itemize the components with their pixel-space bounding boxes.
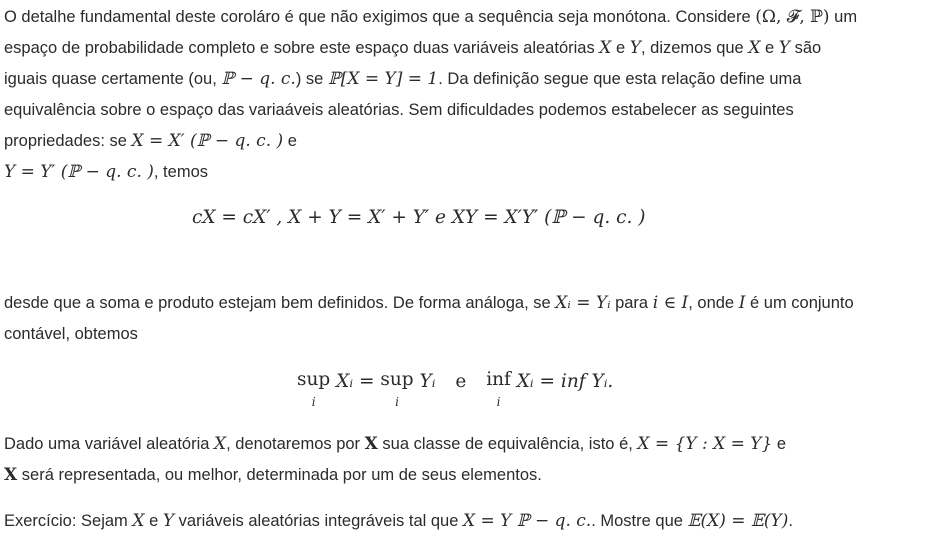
text: Dado uma variável aleatória <box>4 435 215 453</box>
text: e <box>144 512 163 530</box>
text: propriedades: se <box>4 132 132 150</box>
math-expectation-equality: 𝔼(X) = 𝔼(Y) <box>687 511 789 531</box>
math-bold-x: X <box>4 465 18 485</box>
math-x-eq-y-pqc: X = Y ℙ − q. c. <box>462 511 592 531</box>
para2-line2 <box>4 319 138 351</box>
text: , onde <box>688 294 739 312</box>
text: variáveis aleatórias integráveis tal que <box>174 512 463 530</box>
para1-line1 <box>4 2 857 34</box>
para3-line1 <box>4 429 786 461</box>
text: . Da definição segue que esta relação define uma <box>438 70 802 88</box>
text: equivalência sobre o espaço das variaáveis aleatórias. Sem dificuldades podemos estabelecer as seguintes <box>4 101 794 119</box>
text: é um conjunto <box>745 294 854 312</box>
text: , dizemos que <box>641 39 749 57</box>
inf-operator <box>486 371 511 408</box>
text: espaço de probabilidade completo e sobre este espaço duas variáveis aleatórias <box>4 39 600 57</box>
text: para <box>610 294 653 312</box>
text: iguais quase certamente (ou, <box>4 70 222 88</box>
para1-line3 <box>4 64 801 96</box>
math-y: Y <box>629 38 641 58</box>
text: desde que a soma e produto estejam bem definidos. De forma análoga, se <box>4 294 556 312</box>
math-probability-triple: (Ω, 𝓕, ℙ) <box>755 7 830 27</box>
text: um <box>829 8 858 26</box>
math-xi: Xᵢ <box>336 371 354 392</box>
text: O detalhe fundamental deste coroláro é que não exigimos que a sequência seja monótona. Considere <box>4 8 756 26</box>
math-yi: Yᵢ <box>419 371 436 392</box>
math-x: X <box>214 434 227 454</box>
sup-operator <box>380 371 413 408</box>
para2-line1 <box>4 288 854 320</box>
text: , temos <box>153 163 208 181</box>
math-x: X <box>748 38 761 58</box>
math-equivalence-class: X = {Y : X = Y} <box>637 434 773 454</box>
math-x: X <box>132 511 145 531</box>
para1-line6 <box>4 157 208 189</box>
para3-line2 <box>4 460 542 492</box>
inf-label: inf <box>486 369 511 390</box>
math-xi-eq-yi: Xᵢ = Yᵢ <box>555 293 611 313</box>
text: Exercício: Sejam <box>4 512 133 530</box>
math-x-eq-xprime: X = X′ (ℙ − q. c. ) <box>131 131 284 151</box>
math-tail: Xᵢ = inf Yᵢ. <box>516 371 614 392</box>
para1-line5 <box>4 126 297 158</box>
para1-line2 <box>4 33 821 65</box>
exercise-line <box>4 506 793 538</box>
sup-label: sup <box>297 369 331 390</box>
text: são <box>790 39 822 57</box>
sub-index: i <box>311 394 316 409</box>
text: e <box>760 39 779 57</box>
text: será representada, ou melhor, determinada por um de seus elementos. <box>17 466 542 484</box>
sup-operator <box>297 371 330 408</box>
display-equation-1: cX = cX′ , X + Y = X′ + Y′ e XY = X′Y′ (ℙ − q. c. ) <box>192 207 646 228</box>
display-equation-2 <box>297 371 613 408</box>
text: . <box>788 512 793 530</box>
text: e <box>611 39 630 57</box>
equals-sign: = <box>358 371 375 392</box>
math-I: I <box>738 293 746 313</box>
text: ) se <box>295 70 328 88</box>
text: e <box>283 132 297 150</box>
math-y-eq-yprime: Y = Y′ (ℙ − q. c. ) <box>4 162 154 182</box>
sub-index: i <box>395 394 399 409</box>
sup-label: sup <box>380 369 414 390</box>
text: sua classe de equivalência, isto é, <box>377 435 638 453</box>
math-pqc: ℙ − q. c. <box>221 69 296 89</box>
math-x: X <box>599 38 612 58</box>
sub-index: i <box>496 394 501 409</box>
text: e <box>772 435 787 453</box>
math-bold-x: X <box>364 434 378 454</box>
para1-line4 <box>4 95 794 127</box>
text: contável, obtemos <box>4 325 138 343</box>
math-probability-equation: ℙ[X = Y] = 1 <box>327 69 439 89</box>
math-y: Y <box>778 38 791 58</box>
math-y: Y <box>162 511 175 531</box>
text: . Mostre que <box>591 512 688 530</box>
text: , denotaremos por <box>226 435 365 453</box>
conjunction: e <box>455 371 467 392</box>
math-i-in-I: i ∈ I <box>652 293 689 313</box>
